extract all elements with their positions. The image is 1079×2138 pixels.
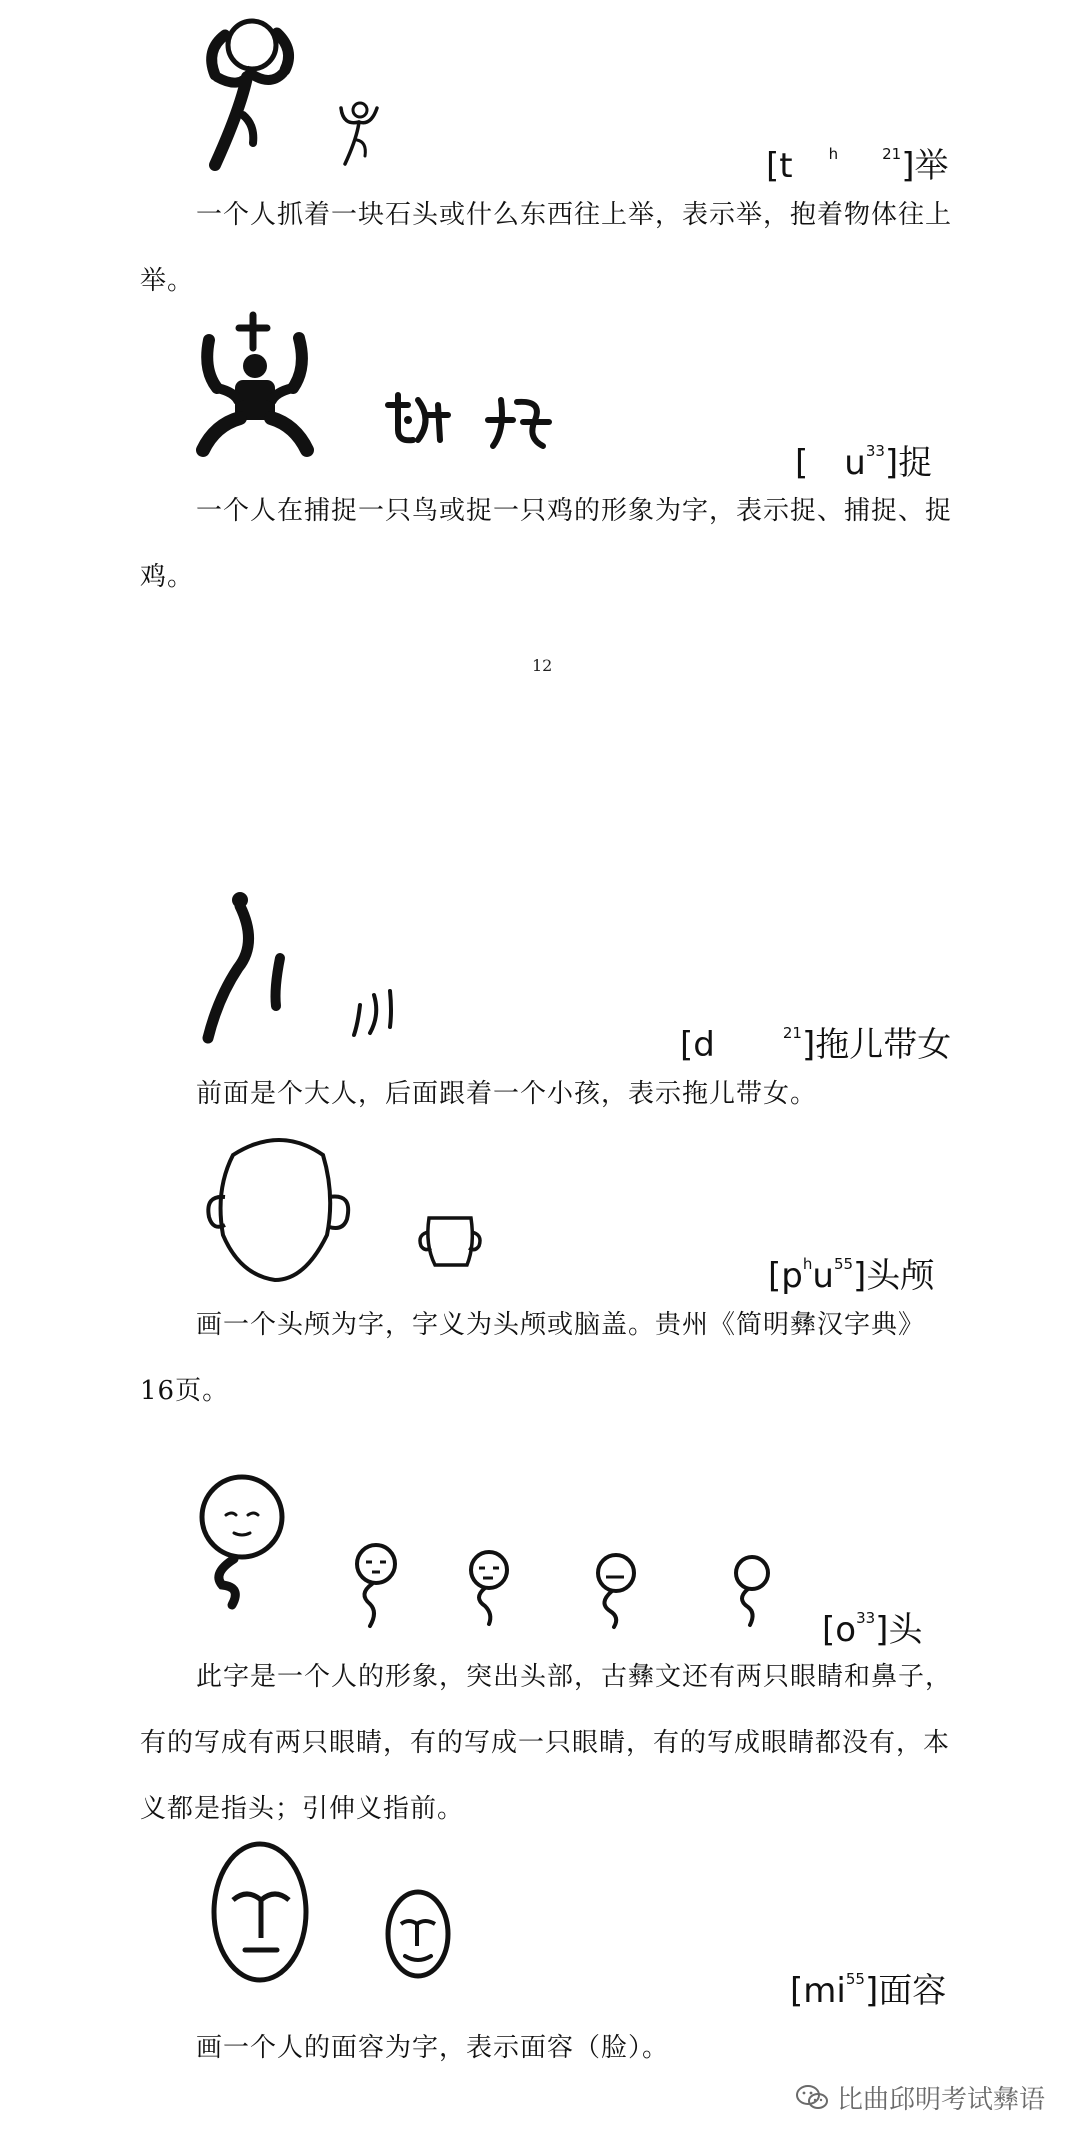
glyph-skull-large [195,1135,365,1285]
ipa-tone: 21 [882,145,902,163]
glyph-lift-large [195,15,305,175]
phonetic-gloss-face: $[mi^{55}]$面容 [790,1970,947,2011]
ipa-open: [t [766,146,793,186]
phonetic-gloss-head: $[o^{33}]$头 [822,1609,923,1650]
ipa-aspiration: h [828,145,839,163]
phonetic-gloss-catch: [ $u^{33}$]捉 [795,442,933,483]
description-lead-children: 前面是个大人，后面跟着一个小孩，表示拖儿带女。 [196,1079,818,1109]
glyph-head-variant-4 [728,1555,778,1630]
description-catch: 一个人在捕捉一只鸟或捉一只鸡的形象为字，表示捉、捕捉、捉鸡。 [140,496,953,592]
glyph-catch-variant-2 [483,390,558,452]
glyph-catch-variant-1 [378,390,458,450]
glyph-head-variant-3 [590,1553,646,1633]
description-skull: 画一个头颅为字，字义为头颅或脑盖。贵州《简明彝汉字典》16页。 [140,1310,926,1406]
glyph-face-small [383,1888,453,1980]
glyph-head-variant-2 [463,1550,519,1630]
glyph-head-large [192,1475,292,1615]
description-face: 画一个人的面容为字，表示面容（脸）。 [196,2033,670,2063]
description-lift: 一个人抓着一块石头或什么东西往上举，表示举，抱着物体往上举。 [140,200,953,296]
page-number: 12 [532,656,553,675]
glyph-lead-children-small [352,985,402,1040]
ipa-close: ] [901,146,915,186]
glyph-skull-small [415,1210,485,1275]
glyph-lead-children-large [198,888,308,1048]
glyph-lift-small [335,98,385,170]
watermark-text: 比曲邱明考试彝语 [836,2085,1045,2115]
wechat-watermark [795,2079,1045,2116]
phonetic-gloss-lift [766,138,948,187]
description-head: 此字是一个人的形象，突出头部，古彝文还有两只眼睛和鼻子，有的写成有两只眼睛，有的写成一只眼睛，有的写成眼睛都没有，本义都是指头；引伸义指前。 [140,1662,953,1824]
phonetic-gloss-skull: $[p^hu^{55}]$头颅 [768,1255,935,1296]
gloss-word: 举 [914,146,949,186]
glyph-head-variant-1 [348,1542,404,1632]
wechat-icon [795,2084,829,2112]
phonetic-gloss-lead-children: [d $^{21}$]拖儿带女 [680,1024,952,1065]
glyph-catch-large [195,310,315,460]
glyph-face-large [205,1838,315,1988]
